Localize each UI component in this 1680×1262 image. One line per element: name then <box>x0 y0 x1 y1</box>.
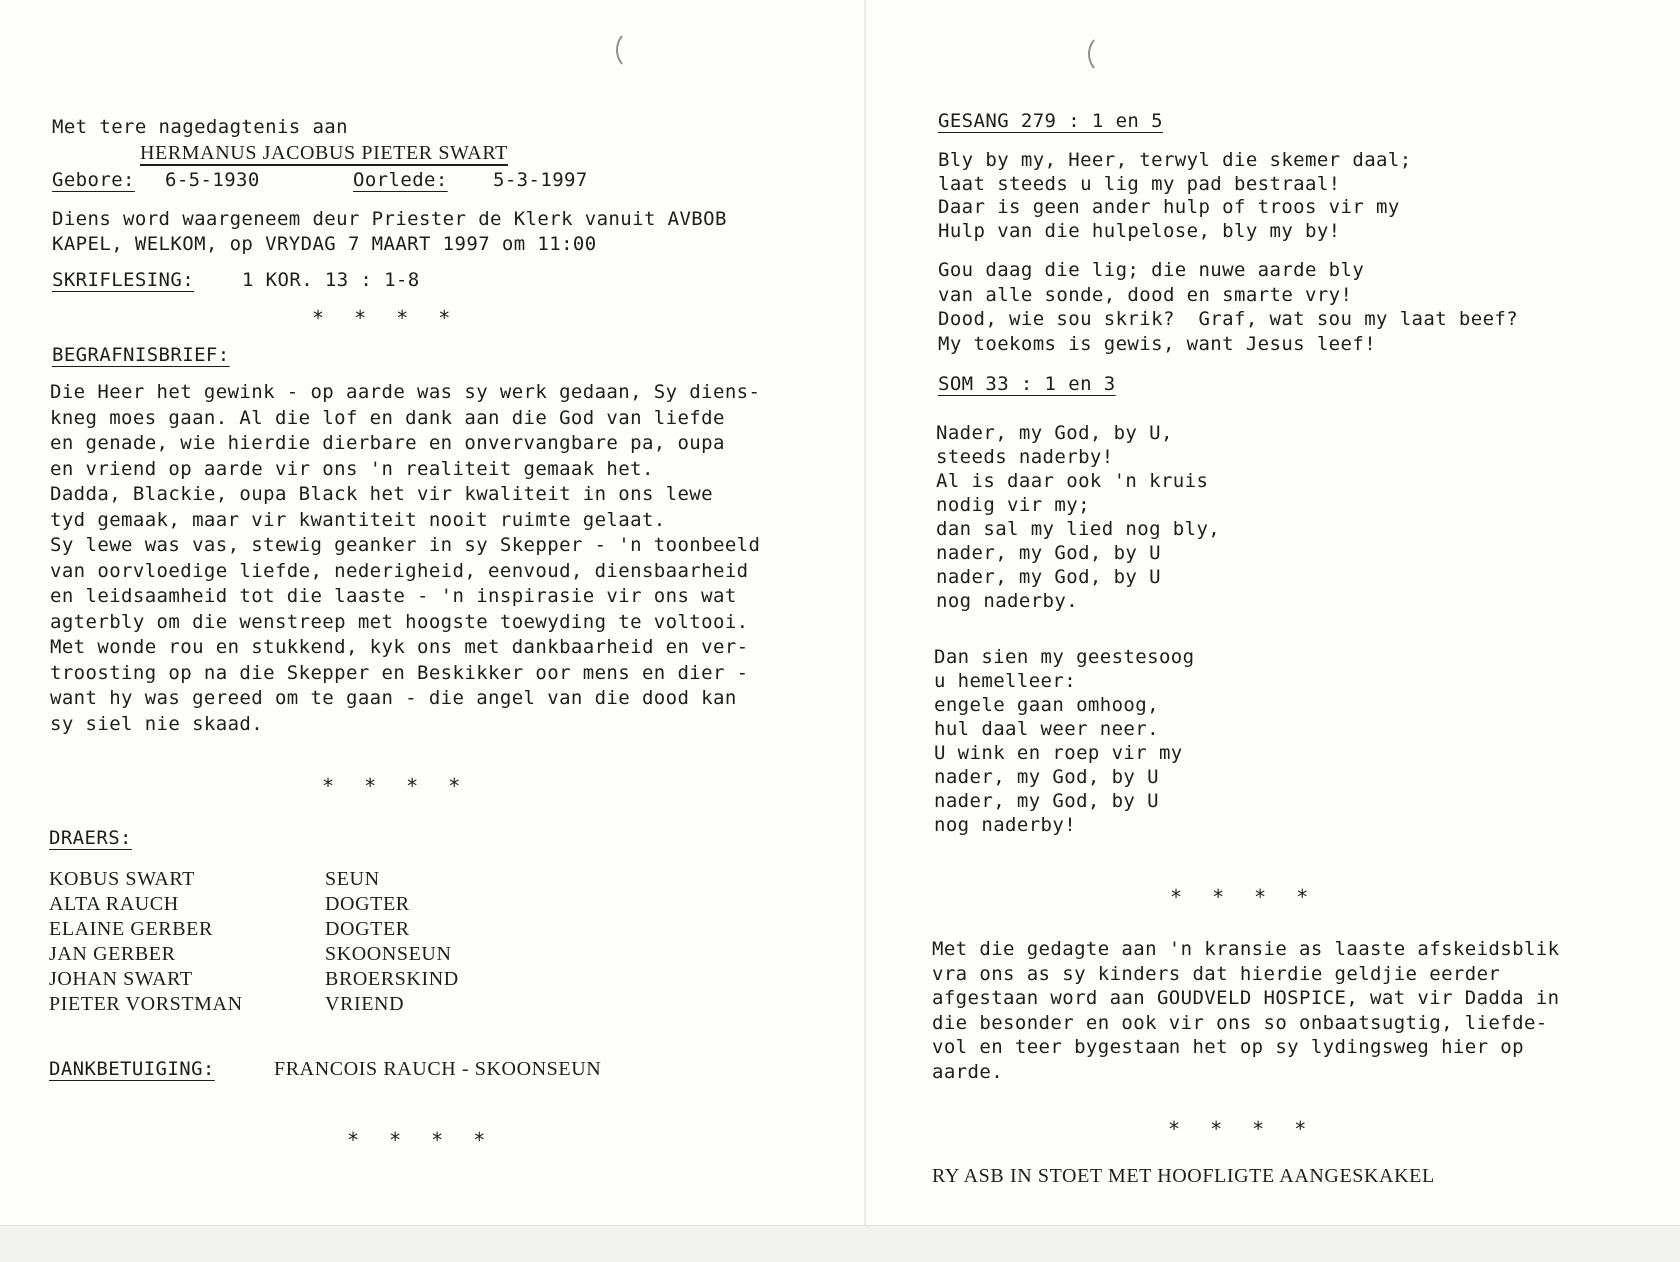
bearer-relation: VRIEND <box>325 993 405 1015</box>
service-line-1: Diens word waargeneem deur Priester de Klerk vanuit AVBOB <box>52 208 727 230</box>
memorial-line: Met tere nagedagtenis aan <box>52 116 348 138</box>
psalm-line: engele gaan omhoog, <box>934 694 1159 716</box>
bearer-relation: DOGTER <box>325 918 410 940</box>
bearer-name: JOHAN SWART <box>49 968 193 990</box>
bearer-relation: SEUN <box>325 868 380 890</box>
reading-value: 1 KOR. 13 : 1-8 <box>242 269 420 291</box>
hymn-line: Bly by my, Heer, terwyl die skemer daal; <box>938 149 1412 171</box>
letter-line: tyd gemaak, maar vir kwantiteit nooit ruimte gelaat. <box>50 508 666 531</box>
psalm-line: U wink en roep vir my <box>934 742 1183 764</box>
wreath-line: vra ons as sy kinders dat hierdie geldjie eerder <box>932 962 1501 985</box>
letter-line: en leidsaamheid tot die laaste - 'n inspirasie vir ons wat <box>50 585 737 607</box>
thanks-label: DANKBETUIGING: <box>49 1058 215 1080</box>
bearer-name: PIETER VORSTMAN <box>49 993 243 1015</box>
bearer-relation: BROERSKIND <box>325 968 459 990</box>
psalm-line: Al is daar ook 'n kruis <box>936 470 1209 492</box>
died-label: Oorlede: <box>353 169 448 191</box>
bearer-name: JAN GERBER <box>49 943 176 965</box>
divider-stars-3: * * * * <box>347 1128 495 1152</box>
hymn-line: Dood, wie sou skrik? Graf, wat sou my laat beef? <box>938 308 1519 330</box>
psalm-line: u hemelleer: <box>934 670 1077 692</box>
letter-line: van oorvloedige liefde, nederigheid, eenvoud, diensbaarheid <box>50 559 749 582</box>
bearer-relation: DOGTER <box>325 893 410 915</box>
letter-line: agterbly om die wenstreep met hoogste toewyding te voltooi. <box>50 610 749 633</box>
divider-stars-4: * * * * <box>1170 885 1318 909</box>
hymn-line: Hulp van die hulpelose, bly my by! <box>938 219 1341 242</box>
psalm-line: nog naderby. <box>936 590 1079 612</box>
bearers-label: DRAERS: <box>49 827 132 849</box>
psalm-line: Nader, my God, by U, <box>936 422 1173 444</box>
bearer-name: KOBUS SWART <box>49 868 195 890</box>
died-date: 5-3-1997 <box>493 169 588 191</box>
letter-line: want hy was gereed om te gaan - die angel van die dood kan <box>50 687 737 709</box>
reading-label: SKRIFLESING: <box>52 269 195 291</box>
service-line-2: KAPEL, WELKOM, op VRYDAG 7 MAART 1997 om 11:00 <box>52 233 597 255</box>
psalm-line: dan sal my lied nog bly, <box>936 518 1221 540</box>
punch-hole-mark <box>1088 34 1122 74</box>
wreath-line: vol en teer bygestaan het op sy lydingsweg hier op <box>932 1036 1524 1058</box>
psalm-line: steeds naderby! <box>936 446 1114 468</box>
letter-line: troosting op na die Skepper en Beskikker oor mens en dier - <box>50 661 749 684</box>
psalm-line: nader, my God, by U <box>936 566 1161 588</box>
hymn-line: Daar is geen ander hulp of troos vir my <box>938 196 1400 218</box>
scan-bottom-edge <box>0 1225 1680 1262</box>
psalm-line: nader, my God, by U <box>934 766 1159 788</box>
psalm-line: nodig vir my; <box>936 494 1090 516</box>
psalm-line: hul daal weer neer. <box>934 718 1159 740</box>
letter-line: en genade, wie hierdie dierbare en onvervangbare pa, oupa <box>50 432 725 454</box>
procession-note: RY ASB IN STOET MET HOOFLIGTE AANGESKAKEL <box>932 1165 1435 1187</box>
born-date: 6-5-1930 <box>165 169 260 191</box>
psalm-title: SOM 33 : 1 en 3 <box>938 373 1116 395</box>
deceased-name: HERMANUS JACOBUS PIETER SWART <box>140 142 508 164</box>
hymn-line: van alle sonde, dood en smarte vry! <box>938 283 1353 306</box>
bearer-relation: SKOONSEUN <box>325 943 452 965</box>
bearer-name: ALTA RAUCH <box>49 893 179 915</box>
psalm-line: nader, my God, by U <box>936 542 1161 564</box>
wreath-line: Met die gedagte aan 'n kransie as laaste afskeidsblik <box>932 938 1560 960</box>
thanks-value: FRANCOIS RAUCH - SKOONSEUN <box>274 1058 602 1080</box>
letter-line: en vriend op aarde vir ons 'n realiteit gemaak het. <box>50 457 654 480</box>
letter-line: Die Heer het gewink - op aarde was sy werk gedaan, Sy diens- <box>50 381 761 403</box>
wreath-line: afgestaan word aan GOUDVELD HOSPICE, wat vir Dadda in <box>932 987 1560 1009</box>
divider-stars-5: * * * * <box>1168 1117 1316 1141</box>
hymn-line: My toekoms is gewis, want Jesus leef! <box>938 332 1377 355</box>
letter-line: Sy lewe was vas, stewig geanker in sy Skepper - 'n toonbeeld <box>50 534 761 556</box>
hymn-line: Gou daag die lig; die nuwe aarde bly <box>938 259 1365 281</box>
wreath-line: aarde. <box>932 1060 1004 1083</box>
right-page <box>866 0 1680 1225</box>
bearer-name: ELAINE GERBER <box>49 918 213 940</box>
letter-line: kneg moes gaan. Al die lof en dank aan die God van liefde <box>50 406 725 429</box>
psalm-line: Dan sien my geestesoog <box>934 646 1195 668</box>
psalm-line: nog naderby! <box>934 814 1077 836</box>
letter-line: sy siel nie skaad. <box>50 712 264 735</box>
divider-stars-1: * * * * <box>312 306 460 330</box>
hymn-title: GESANG 279 : 1 en 5 <box>938 110 1163 132</box>
hymn-line: laat steeds u lig my pad bestraal! <box>938 172 1341 195</box>
wreath-line: die besonder en ook vir ons so onbaatsugtig, liefde- <box>932 1011 1548 1034</box>
born-label: Gebore: <box>52 169 135 191</box>
letter-line: Met wonde rou en stukkend, kyk ons met dankbaarheid en ver- <box>50 636 749 658</box>
letter-line: Dadda, Blackie, oupa Black het vir kwaliteit in ons lewe <box>50 483 713 505</box>
letter-label: BEGRAFNISBRIEF: <box>52 344 230 366</box>
psalm-line: nader, my God, by U <box>934 790 1159 812</box>
divider-stars-2: * * * * <box>322 774 470 798</box>
punch-hole-mark <box>616 30 650 70</box>
